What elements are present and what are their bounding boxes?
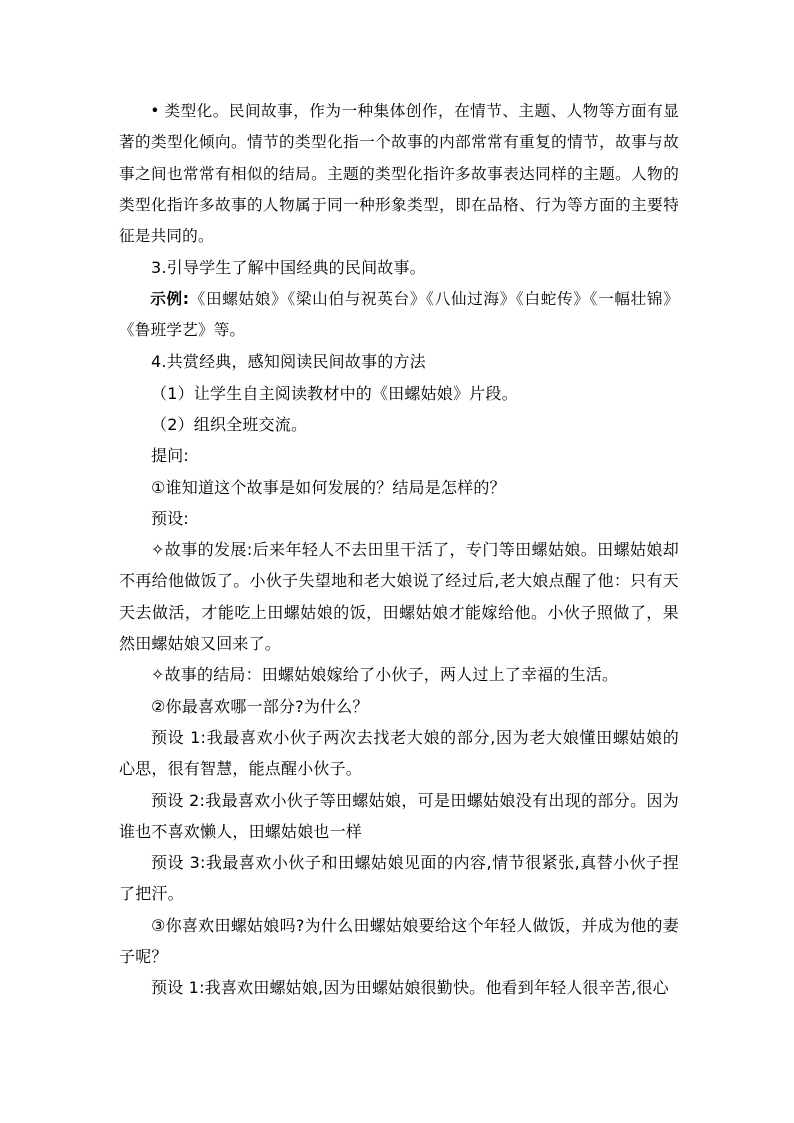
preset-answer-3: 预设 3:我最喜欢小伙子和田螺姑娘见面的内容,情节很紧张,真替小伙子捏了把汗。 xyxy=(119,853,679,904)
example-label: 示例: xyxy=(150,289,190,308)
question-2: ②你最喜欢哪一部分?为什么？ xyxy=(151,696,369,716)
step-2: （2）组织全班交流。 xyxy=(151,414,308,434)
preset-answer-2: 预设 2:我最喜欢小伙子等田螺姑娘，可是田螺姑娘没有出现的部分。因为谁也不喜欢懒人，田螺姑娘也一样 xyxy=(119,790,679,841)
preset-answer-1: 预设 1:我最喜欢小伙子两次去找老大娘的部分,因为老大娘懂田螺姑娘的心思，很有智慧，能点醒小伙子。 xyxy=(119,727,679,779)
question-3: ③你喜欢田螺姑娘吗?为什么田螺姑娘要给这个年轻人做饭，并成为他的妻子呢？ xyxy=(119,915,679,967)
item-3-heading: 3.引导学生了解中国经典的民间故事。 xyxy=(151,258,426,278)
paragraph-typification xyxy=(119,96,679,252)
bullet-icon: • xyxy=(150,102,160,120)
preset-answer-4: 预设 1:我喜欢田螺姑娘,因为田螺姑娘很勤快。他看到年轻人很辛苦,很心 xyxy=(151,978,669,998)
step-1: （1）让学生自主阅读教材中的《田螺姑娘》片段。 xyxy=(151,383,518,403)
question-1: ①谁知道这个故事是如何发展的？结局是怎样的？ xyxy=(151,477,506,497)
item-4-heading: 4.共赏经典，感知阅读民间故事的方法 xyxy=(151,352,426,372)
preset-label: 预设: xyxy=(151,508,189,528)
example-text: 《田螺姑娘》《梁山伯与祝英台》《八仙过海》《白蛇传》《一幅壮锦》《鲁班学艺》等。 xyxy=(119,289,679,340)
example-paragraph xyxy=(119,284,679,347)
question-label: 提问: xyxy=(151,446,189,466)
story-ending: ✧故事的结局：田螺姑娘嫁给了小伙子，两人过上了幸福的生活。 xyxy=(151,665,619,685)
document-page xyxy=(119,96,679,1004)
story-development: ✧故事的发展:后来年轻人不去田里干活了，专门等田螺姑娘。田螺姑娘却不再给他做饭了。小伙子失望地和老大娘说了经过后,老大娘点醒了他：只有天天去做活，才能吃上田螺姑娘的饭，田螺姑娘才能嫁给他。小伙子照做了，果然田螺姑娘又回来了。 xyxy=(119,540,679,654)
typification-text: 类型化。民间故事，作为一种集体创作，在情节、主题、人物等方面有显著的类型化倾向。情节的类型化指一个故事的内部常常有重复的情节，故事与故事之间也常常有相似的结局。主题的类型化指许多故事表达同样的主题。人物的类型化指许多故事的人物属于同一种形象类型，即在品格、行为等方面的主要特征是共同的。 xyxy=(119,102,679,246)
